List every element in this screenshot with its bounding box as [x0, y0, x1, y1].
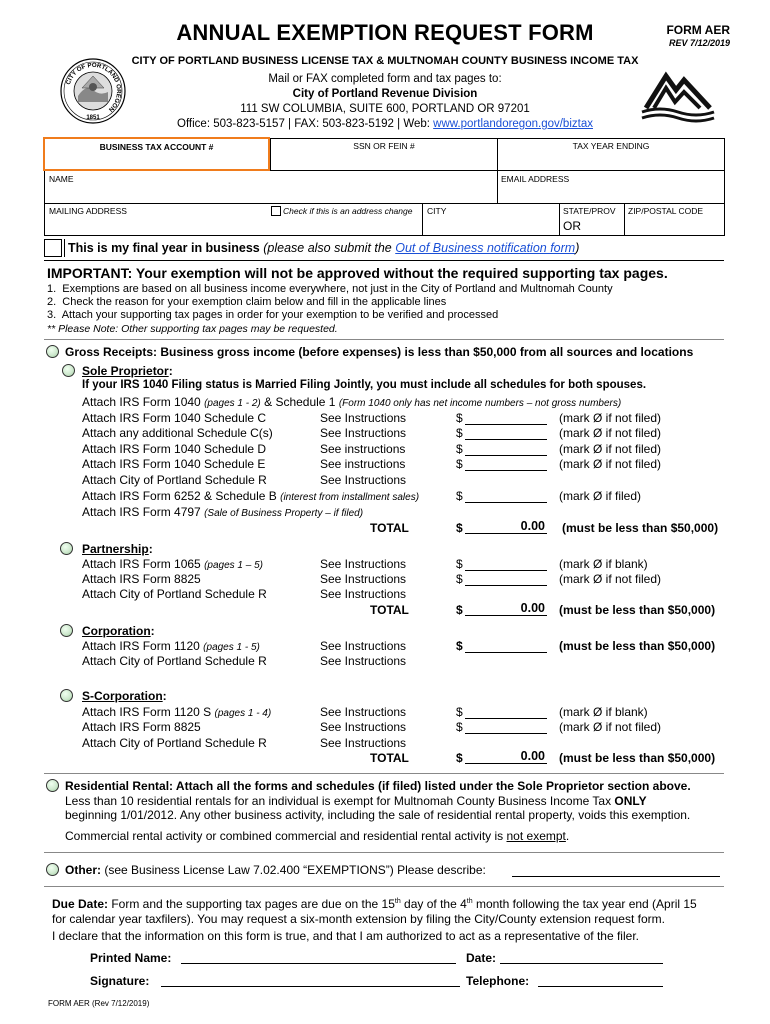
sole-row-item: Attach IRS Form 1040 Schedule C	[82, 411, 267, 425]
sole-row-instructions: See Instructions	[320, 426, 407, 440]
important-note: ** Please Note: Other supporting tax pages may be requested.	[47, 323, 338, 335]
corporation-label: Corporation:	[82, 624, 155, 638]
other-text: Other: (see Business License Law 7.02.400 “EXEMPTIONS”) Please describe:	[65, 863, 486, 877]
sole-total-label: TOTAL	[370, 521, 409, 535]
email-field[interactable]: EMAIL ADDRESS	[501, 174, 570, 184]
declaration-text: I declare that the information on this form is true, and that I am authorized to act as a representative of the filer.	[52, 929, 639, 943]
sole-row-note: (mark Ø if not filed)	[559, 457, 662, 471]
business-tax-account-label: BUSINESS TAX ACCOUNT #	[99, 142, 214, 152]
business-tax-account-field[interactable]	[43, 137, 270, 171]
form-title: ANNUAL EXEMPTION REQUEST FORM	[176, 20, 594, 45]
scorp-1120s-instr: See Instructions	[320, 705, 407, 719]
state-field-label: STATE/PROV	[563, 206, 616, 216]
sole-row-dollar: $	[456, 442, 463, 456]
partnership-1065-line: Attach IRS Form 1065 (pages 1 – 5)	[82, 557, 263, 571]
residential-line-2: beginning 1/01/2012. Any other business activity, including the sale of residential rental property, voids this exemption.	[65, 808, 691, 822]
signature-input[interactable]	[161, 972, 460, 987]
s-corporation-radio[interactable]	[60, 689, 73, 702]
final-year-text	[68, 241, 579, 255]
partnership-schedule-r-instr: See Instructions	[320, 587, 407, 601]
website-link[interactable]: www.portlandoregon.gov/biztax	[433, 118, 593, 130]
sole-form-4797-line: Attach IRS Form 4797 (Sale of Business Property – if filed)	[82, 505, 364, 519]
city-field[interactable]: CITY	[427, 206, 447, 216]
partnership-8825-line: Attach IRS Form 8825	[82, 572, 201, 586]
residential-heading: Residential Rental: Attach all the forms and schedules (if filed) listed under the Sole Proprietor section above.	[65, 779, 691, 793]
address-change-label: Check if this is an address change	[283, 206, 413, 216]
final-year-italic: (please also submit the	[259, 241, 396, 255]
partnership-total-value[interactable]: 0.00	[465, 601, 547, 616]
other-describe-input[interactable]	[512, 863, 720, 877]
sole-row-item: Attach IRS Form 1040 Schedule E	[82, 457, 266, 471]
important-item-1: 1. Exemptions are based on all business income everywhere, not just in the City of Portland and Multnomah County	[47, 283, 613, 295]
form-code-block	[666, 24, 730, 50]
address-change-checkbox-group[interactable]	[271, 206, 412, 216]
sole-row-note: (mark Ø if not filed)	[559, 426, 662, 440]
form-subtitle: CITY OF PORTLAND BUSINESS LICENSE TAX & MULTNOMAH COUNTY BUSINESS INCOME TAX	[131, 55, 639, 67]
scorp-schedule-r-instr: See Instructions	[320, 736, 407, 750]
sole-row-item: Attach any additional Schedule C(s)	[82, 426, 273, 440]
important-heading: IMPORTANT: Your exemption will not be approved without the required supporting tax pages.	[47, 265, 668, 281]
sole-row-dollar: $	[456, 457, 463, 471]
scorp-8825-instr: See Instructions	[320, 720, 407, 734]
contact-text: Office: 503-823-5157 | FAX: 503-823-5192 | Web:	[177, 118, 434, 130]
partnership-total-note: (must be less than $50,000)	[559, 603, 716, 617]
corporation-1120-instr: See Instructions	[320, 639, 407, 653]
sole-form-6252-line: Attach IRS Form 6252 & Schedule B (interest from installment sales)	[82, 489, 420, 503]
scorp-8825-dollar: $	[456, 720, 463, 734]
sole-proprietor-radio[interactable]	[62, 364, 75, 377]
sole-row-note: (mark Ø if not filed)	[559, 411, 662, 425]
sole-row-dollar: $	[456, 411, 463, 425]
scorp-1120s-dollar: $	[456, 705, 463, 719]
sole-total-note: (must be less than $50,000)	[562, 521, 719, 535]
sole-row-instructions: See instructions	[320, 442, 406, 456]
partnership-1065-amount[interactable]	[465, 557, 547, 571]
corporation-1120-line: Attach IRS Form 1120 (pages 1 - 5)	[82, 639, 260, 653]
scorp-1120s-amount[interactable]	[465, 705, 547, 719]
sole-filing-note: If your IRS 1040 Filing status is Married Filing Jointly, you must include all schedules for both spouses.	[82, 379, 647, 391]
sole-6252-note: (mark Ø if filed)	[559, 489, 642, 503]
scorp-total-label: TOTAL	[370, 751, 409, 765]
important-item-3: 3. Attach your supporting tax pages in order for your exemption to be verified and processed	[47, 309, 499, 321]
scorp-total-value[interactable]: 0.00	[465, 749, 547, 764]
mail-line: Mail or FAX completed form and tax pages to:	[268, 73, 502, 85]
corporation-1120-note: (must be less than $50,000)	[559, 639, 716, 653]
partnership-8825-amount[interactable]	[465, 572, 547, 586]
city-seal-icon	[60, 58, 126, 124]
partnership-schedule-r-line: Attach City of Portland Schedule R	[82, 587, 267, 601]
partnership-total-dollar: $	[456, 603, 463, 617]
name-field[interactable]: NAME	[49, 174, 74, 184]
sole-row-amount[interactable]	[465, 426, 547, 440]
sole-row-instructions: See Instructions	[320, 473, 407, 487]
scorp-1120s-line: Attach IRS Form 1120 S (pages 1 - 4)	[82, 705, 272, 719]
partnership-8825-dollar: $	[456, 572, 463, 586]
sole-total-dollar: $	[456, 521, 463, 535]
scorp-schedule-r-line: Attach City of Portland Schedule R	[82, 736, 267, 750]
form-revision: REV 7/12/2019	[668, 38, 730, 48]
corporation-radio[interactable]	[60, 624, 73, 637]
date-input[interactable]	[500, 949, 663, 964]
scorp-8825-note: (mark Ø if not filed)	[559, 720, 662, 734]
tax-year-ending-field[interactable]: TAX YEAR ENDING	[572, 141, 650, 151]
date-label: Date:	[466, 951, 497, 965]
multnomah-county-logo-icon	[640, 66, 716, 124]
sole-row-dollar: $	[456, 426, 463, 440]
footer-form-code: FORM AER (Rev 7/12/2019)	[48, 999, 150, 1008]
scorp-8825-amount[interactable]	[465, 720, 547, 734]
state-field[interactable]: OR	[563, 219, 581, 233]
final-year-italic-end: )	[575, 241, 580, 255]
important-item-2: 2. Check the reason for your exemption claim below and fill in the applicable lines	[47, 296, 447, 308]
due-date-text: Due Date: Form and the supporting tax pages are due on the 15th day of the 4th month following the tax year end (April 15 for calendar year taxfilers). You may request a six-month extension by filing the City/County extension request form.	[52, 897, 697, 926]
partnership-8825-note: (mark Ø if not filed)	[559, 572, 662, 586]
printed-name-input[interactable]	[181, 949, 456, 964]
partnership-1065-dollar: $	[456, 557, 463, 571]
address-change-checkbox[interactable]	[271, 206, 281, 216]
corporation-schedule-r-instr: See Instructions	[320, 654, 407, 668]
scorp-8825-line: Attach IRS Form 8825	[82, 720, 201, 734]
corporation-1120-amount[interactable]	[465, 639, 547, 653]
partnership-total-label: TOTAL	[370, 603, 409, 617]
partnership-1065-instr: See Instructions	[320, 557, 407, 571]
scorp-1120s-note: (mark Ø if blank)	[559, 705, 648, 719]
important-list	[47, 283, 613, 336]
division-name: City of Portland Revenue Division	[292, 88, 478, 100]
s-corporation-label: S-Corporation:	[82, 689, 167, 703]
corporation-schedule-r-line: Attach City of Portland Schedule R	[82, 654, 267, 668]
sole-row-item: Attach City of Portland Schedule R	[82, 473, 267, 487]
scorp-total-note: (must be less than $50,000)	[559, 751, 716, 765]
sole-form-1040-line: Attach IRS Form 1040 (pages 1 - 2) & Schedule 1 (Form 1040 only has net income numbers – not gross numbers)	[82, 395, 622, 409]
sole-row-note: (mark Ø if not filed)	[559, 442, 662, 456]
sole-proprietor-label: Sole Proprietor:	[82, 364, 173, 378]
signature-label: Signature:	[90, 974, 150, 988]
partnership-label: Partnership:	[82, 542, 153, 556]
sole-row-amount[interactable]	[465, 457, 547, 471]
out-of-business-link[interactable]: Out of Business notification form	[395, 241, 576, 255]
residential-rental-radio[interactable]	[46, 779, 59, 792]
corporation-1120-dollar: $	[456, 639, 463, 653]
partnership-8825-instr: See Instructions	[320, 572, 407, 586]
partnership-radio[interactable]	[60, 542, 73, 555]
sole-row-instructions: See Instructions	[320, 411, 407, 425]
residential-line-1: Less than 10 residential rentals for an individual is exempt for Multnomah County Business Income Tax ONLY	[65, 794, 647, 808]
street-address: 111 SW COLUMBIA, SUITE 600, PORTLAND OR 97201	[240, 103, 530, 115]
telephone-input[interactable]	[538, 972, 663, 987]
scorp-total-dollar: $	[456, 751, 463, 765]
residential-line-3: Commercial rental activity or combined commercial and residential rental activity is not exempt.	[65, 829, 570, 843]
zip-field[interactable]: ZIP/POSTAL CODE	[628, 206, 704, 216]
gross-receipts-radio[interactable]	[46, 345, 59, 358]
sole-row-amount[interactable]	[465, 411, 547, 425]
final-year-bold: This is my final year in business	[68, 241, 260, 255]
telephone-label: Telephone:	[466, 974, 530, 988]
seal-text: CITY OF PORTLAND OREGON	[64, 61, 123, 114]
sole-6252-dollar: $	[456, 489, 463, 503]
final-year-checkbox[interactable]	[44, 239, 62, 257]
form-code: FORM AER	[666, 23, 730, 37]
other-radio[interactable]	[46, 863, 59, 876]
partnership-1065-note: (mark Ø if blank)	[559, 557, 648, 571]
sole-total-value[interactable]: 0.00	[465, 519, 547, 534]
sole-6252-amount[interactable]	[465, 489, 547, 503]
ssn-fein-field[interactable]: SSN OR FEIN #	[353, 141, 415, 151]
gross-receipts-heading: Gross Receipts: Business gross income (before expenses) is less than $50,000 from all sources and locations	[65, 345, 694, 359]
printed-name-label: Printed Name:	[90, 951, 172, 965]
seal-year: 1851	[86, 115, 100, 121]
sole-row-item: Attach IRS Form 1040 Schedule D	[82, 442, 267, 456]
mailing-address-field[interactable]: MAILING ADDRESS	[49, 206, 127, 216]
sole-row-amount[interactable]	[465, 442, 547, 456]
sole-row-instructions: See instructions	[320, 457, 406, 471]
